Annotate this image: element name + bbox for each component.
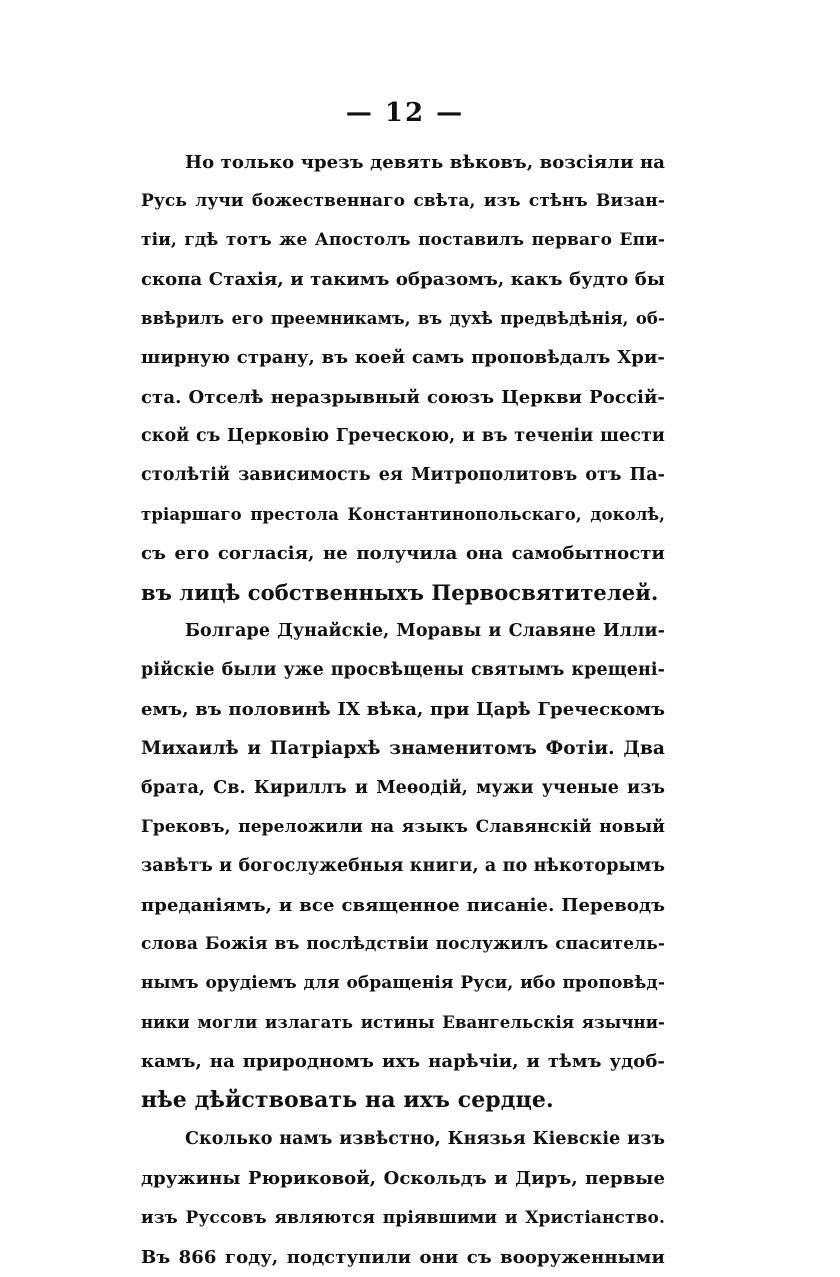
text-line: тіи, гдѣ тотъ же Апостолъ поставилъ перваго Епи- <box>141 230 665 251</box>
text-line: ской съ Церковію Греческою, и въ теченіи шести <box>141 425 665 446</box>
text-line: камъ, на природномъ ихъ нарѣчіи, и тѣмъ удоб- <box>141 1051 665 1073</box>
text-line: въ лицѣ собственныхъ Первосвятителей. <box>141 580 659 606</box>
text-line: скопа Стахія, и такимъ образомъ, какъ будто бы <box>141 269 665 291</box>
text-line: завѣтъ и богослужебныя книги, а по нѣкоторымъ <box>141 855 665 876</box>
text-line: Михаилѣ и Патріархѣ знаменитомъ Фотіи. Два <box>141 738 665 760</box>
text-line: Но только чрезъ девять вѣковъ, возсіяли на <box>185 152 665 173</box>
body-text <box>141 143 665 1277</box>
text-line: Русь лучи божественнаго свѣта, изъ стѣнъ Визан- <box>141 191 665 212</box>
text-line: рійскіе были уже просвѣщены святымъ крещені- <box>141 660 665 681</box>
text-line: емъ, въ половинѣ IX вѣка, при Царѣ Греческомъ <box>141 699 665 721</box>
text-line: ввѣрилъ его преемникамъ, въ духѣ предвѣдѣнія, об- <box>141 309 665 329</box>
text-line: нѣе дѣйствовать на ихъ сердце. <box>141 1087 554 1114</box>
text-line: Грековъ, переложили на языкъ Славянскій новый <box>141 816 665 837</box>
text-line: столѣтій зависимость ея Митрополитовъ отъ Па- <box>141 464 665 485</box>
text-line: тріаршаго престола Константинопольскаго, доколѣ, <box>141 504 665 524</box>
text-line: ста. Отселѣ неразрывный союзъ Церкви Россій- <box>141 386 665 408</box>
text-line: Сколько намъ извѣстно, Князья Кіевскіе изъ <box>185 1129 665 1150</box>
text-line: съ его согласія, не получила она самобытности <box>141 542 665 564</box>
text-line: преданіямъ, и все священное писаніе. Переводъ <box>141 894 665 916</box>
text-line: слова Божія въ послѣдствіи послужилъ спаситель- <box>141 933 665 954</box>
text-line: изъ Руссовъ являются пріявшими и Христіанство. <box>141 1207 665 1228</box>
text-line: ники могли излагать истины Евангельскія язычни- <box>141 1013 665 1033</box>
text-line: брата, Св. Кириллъ и Меѳодій, мужи ученые изъ <box>141 777 665 798</box>
text-line: Въ 866 году, подступили они съ вооруженными <box>141 1246 665 1268</box>
text-line: дружины Рюриковой, Оскольдъ и Диръ, первые <box>141 1168 665 1190</box>
text-line: ширную страну, въ коей самъ проповѣдалъ Хри- <box>141 347 665 369</box>
text-line: Болгаре Дунайскіе, Моравы и Славяне Илли- <box>185 621 665 642</box>
text-line: нымъ орудіемъ для обращенія Руси, ибо проповѣд- <box>141 972 665 993</box>
page-number: — 12 — <box>345 98 465 128</box>
